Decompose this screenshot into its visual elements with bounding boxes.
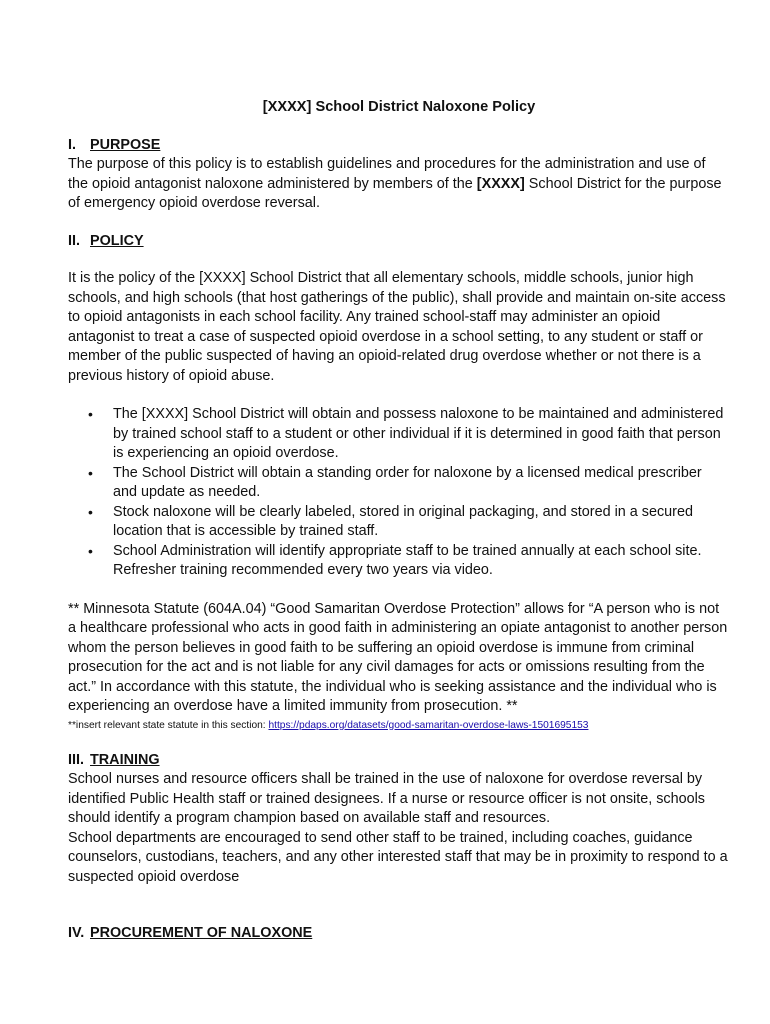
list-item: • The School District will obtain a standing order for naloxone by a licensed medical prescriber and update as needed.: [68, 464, 728, 503]
purpose-text-end: School District for the purpose of emergency opioid overdose reversal.: [68, 175, 722, 211]
document-title: [XXXX] School District Naloxone Policy: [262, 99, 536, 115]
section-number: IV.: [68, 925, 85, 941]
list-item: • The [XXXX] School District will obtain and possess naloxone to be maintained and administered by trained school staff to a student or other individual if it is determined in good faith that person is experiencing an opioid overdose.: [68, 405, 728, 464]
training-paragraph-2: School departments are encouraged to send other staff to be trained, including coaches, guidance counselors, custodians, teachers, and any other interested staff that may be in proximity to respond to a suspected opioid overdose: [68, 829, 728, 885]
section-heading-purpose: [68, 136, 728, 156]
footnote-label: **insert relevant state statute in this section:: [68, 719, 269, 731]
policy-bullet-list: [68, 405, 728, 581]
section-heading-procurement: [68, 924, 728, 944]
section-number: III.: [68, 751, 84, 768]
section-number: II.: [68, 232, 80, 249]
purpose-paragraph: [68, 155, 728, 214]
district-placeholder: [XXXX]: [476, 175, 525, 192]
section-heading-policy: [68, 232, 728, 252]
purpose-text-start: The purpose of this policy is to establish guidelines and procedures for the administration and use of the opioid antagonist naloxone administered by members of the: [68, 156, 706, 192]
section-heading-training: [68, 751, 728, 771]
statute-link[interactable]: https://pdaps.org/datasets/good-samaritan-overdose-laws-1501695153: [268, 719, 589, 731]
policy-paragraph: It is the policy of the [XXXX] School District that all elementary schools, middle schools, junior high schools, and high schools (that host gatherings of the public), shall provide and maintain on-site access to opioid antagonists in each school facility. Any trained school-staff may administer an opioid antagonist to treat a case of suspected opioid overdose in a school setting, to any student or staff or member of the public suspected of having an opioid-related drug overdose whether or not there is a previous history of opioid abuse.: [68, 270, 726, 384]
statute-paragraph: ** Minnesota Statute (604A.04) “Good Samaritan Overdose Protection” allows for “A person who is not a healthcare professional who acts in good faith in administering an opiate antagonist to another person whom the person believes in good faith to be suffering an opioid overdose is immune from criminal prosecution for the act and is not liable for any civil damages for acts or omissions resulting from the act.” In accordance with this statute, the individual who is seeking assistance and the individual who is experiencing an overdose have a limited immunity from prosecution. **: [68, 600, 728, 714]
section-title: POLICY: [90, 232, 144, 249]
document-body: [68, 98, 728, 944]
section-number: I.: [68, 136, 76, 153]
list-item: • School Administration will identify appropriate staff to be trained annually at each school site. Refresher training recommended every two years via video.: [68, 542, 728, 581]
section-title: PURPOSE: [90, 136, 161, 153]
list-item: • Stock naloxone will be clearly labeled, stored in original packaging, and stored in a secured location that is accessible by trained staff.: [68, 503, 728, 542]
statute-footnote: [68, 718, 728, 733]
training-paragraph-1: School nurses and resource officers shall be trained in the use of naloxone for overdose reversal by identified Public Health staff or trained designees. If a nurse or resource officer is not onsite, schools should identify a program champion based on available staff and resources.: [68, 771, 706, 826]
section-title: PROCUREMENT OF NALOXONE: [90, 925, 313, 941]
section-title: TRAINING: [90, 751, 160, 768]
